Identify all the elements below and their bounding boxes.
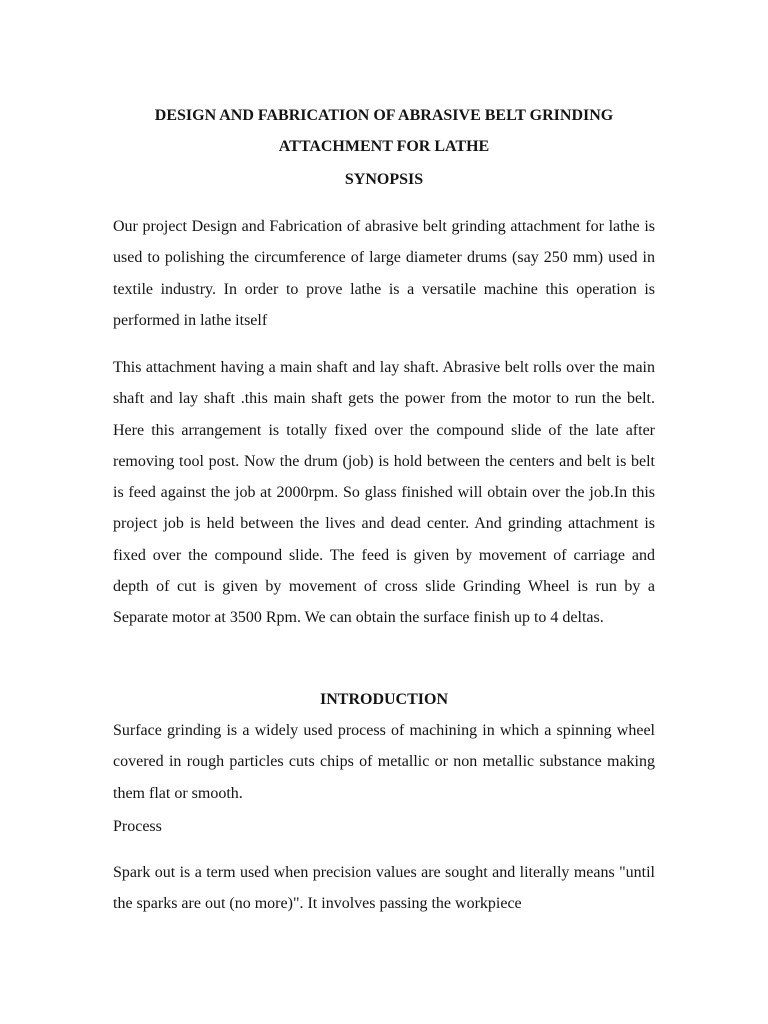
synopsis-paragraph-1: Our project Design and Fabrication of abrasive belt grinding attachment for lathe is used to polishing the circumference of large diameter drums (say 250 mm) used in textile industry. In order to prove lathe is a versatile machine this operation is performed in lathe itself (113, 218, 655, 329)
process-paragraph: Spark out is a term used when precision values are sought and literally means "until the sparks are out (no more)". It involves passing the workpiece (113, 864, 655, 913)
introduction-heading: INTRODUCTION (319, 691, 448, 708)
synopsis-heading: SYNOPSIS (344, 171, 424, 188)
introduction-paragraph: Surface grinding is a widely used process of machining in which a spinning wheel covered in rough particles cuts chips of metallic or non metallic substance making them flat or smooth. (113, 722, 655, 802)
synopsis-paragraph-2: This attachment having a main shaft and lay shaft. Abrasive belt rolls over the main shaft and lay shaft .this main shaft gets the power from the motor to run the belt. Here this arrangement is totally fixed over the compound slide of the late after removing tool post. Now the drum (job) is hold between the centers and belt is belt is feed against the job at 2000rpm. So glass finished will obtain over the job.In this project job is held between the lives and dead center. And grinding attachment is fixed over the compound slide. The feed is given by movement of carriage and depth of cut is given by movement of cross slide Grinding Wheel is run by a Separate motor at 3500 Rpm. We can obtain the surface finish up to 4 deltas. (113, 359, 655, 626)
document-title-line-2: ATTACHMENT FOR LATHE (278, 138, 490, 155)
document-title-line-1: DESIGN AND FABRICATION OF ABRASIVE BELT GRINDING (154, 107, 614, 124)
process-label: Process (113, 818, 162, 835)
